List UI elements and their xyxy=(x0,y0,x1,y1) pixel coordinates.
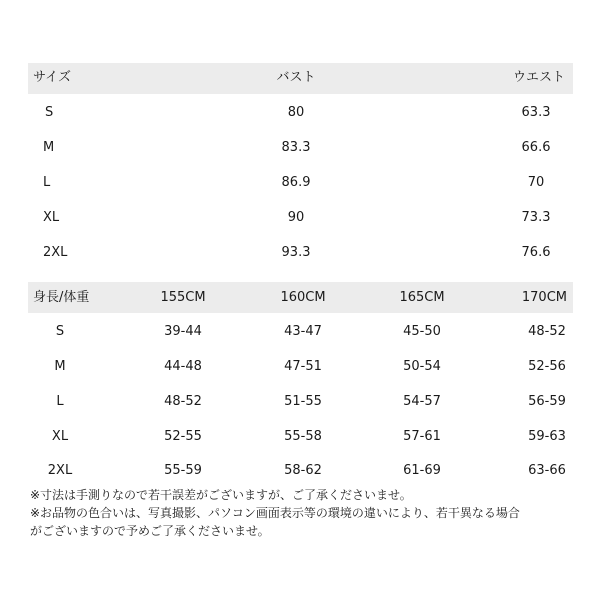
note-color-line2: がございますので予めご了承くださいませ。 xyxy=(30,524,270,538)
table2-weight-cell: 54-57 xyxy=(403,394,441,409)
table1-bust-cell: 90 xyxy=(287,210,305,225)
table2-weight-cell: 61-69 xyxy=(403,463,441,478)
table1-waist-cell: 66.6 xyxy=(521,140,551,155)
table1-size-cell: M xyxy=(43,140,55,155)
table1-bust-cell: 93.3 xyxy=(281,245,311,260)
table2-size-cell: 2XL xyxy=(47,463,73,478)
table2-size-cell: XL xyxy=(51,429,69,444)
table2-weight-cell: 51-55 xyxy=(284,394,322,409)
table1-size-cell: S xyxy=(45,105,54,120)
table1-header-waist: ウエスト xyxy=(512,70,565,85)
table2-weight-cell: 50-54 xyxy=(403,359,441,374)
table2-header-height-weight: 身長/体重 xyxy=(33,290,90,305)
table2-weight-cell: 63-66 xyxy=(528,463,566,478)
table2-weight-cell: 45-50 xyxy=(403,324,441,339)
table2-weight-cell: 58-62 xyxy=(284,463,322,478)
table1-header-bust: バスト xyxy=(276,70,316,85)
table2-weight-cell: 57-61 xyxy=(403,429,441,444)
table1-size-cell: 2XL xyxy=(43,245,68,260)
table1-header-size: サイズ xyxy=(33,70,71,85)
table2-weight-cell: 52-55 xyxy=(164,429,202,444)
table2-weight-cell: 39-44 xyxy=(164,324,202,339)
table2-size-cell: S xyxy=(55,324,65,339)
table2-header-160: 160CM xyxy=(280,290,326,305)
table2-header-170: 170CM xyxy=(521,290,567,305)
table2-header-165: 165CM xyxy=(399,290,445,305)
table1-bust-cell: 83.3 xyxy=(281,140,311,155)
table2-header-155: 155CM xyxy=(160,290,206,305)
table1-bust-cell: 86.9 xyxy=(281,175,311,190)
table1-bust-cell: 80 xyxy=(287,105,305,120)
table1-size-cell: XL xyxy=(43,210,60,225)
note-measurement: ※寸法は手測りなので若干誤差がございますが、ご了承くださいませ。 xyxy=(30,488,412,502)
table2-weight-cell: 48-52 xyxy=(164,394,202,409)
table2-size-cell: L xyxy=(56,394,64,409)
table1-waist-cell: 63.3 xyxy=(521,105,551,120)
table2-weight-cell: 43-47 xyxy=(284,324,322,339)
table1-waist-cell: 70 xyxy=(527,175,545,190)
table1-size-cell: L xyxy=(43,175,51,190)
table2-weight-cell: 52-56 xyxy=(528,359,566,374)
table2-weight-cell: 55-58 xyxy=(284,429,322,444)
table2-weight-cell: 48-52 xyxy=(528,324,566,339)
table2-weight-cell: 47-51 xyxy=(284,359,322,374)
table2-weight-cell: 55-59 xyxy=(164,463,202,478)
table2-weight-cell: 59-63 xyxy=(528,429,566,444)
table2-size-cell: M xyxy=(54,359,66,374)
table2-weight-cell: 56-59 xyxy=(528,394,566,409)
table1-waist-cell: 73.3 xyxy=(521,210,551,225)
table1-waist-cell: 76.6 xyxy=(521,245,551,260)
table2-weight-cell: 44-48 xyxy=(164,359,202,374)
note-color-line1: ※お品物の色合いは、写真撮影、パソコン画面表示等の環境の違いにより、若干異なる場合 xyxy=(30,506,520,520)
